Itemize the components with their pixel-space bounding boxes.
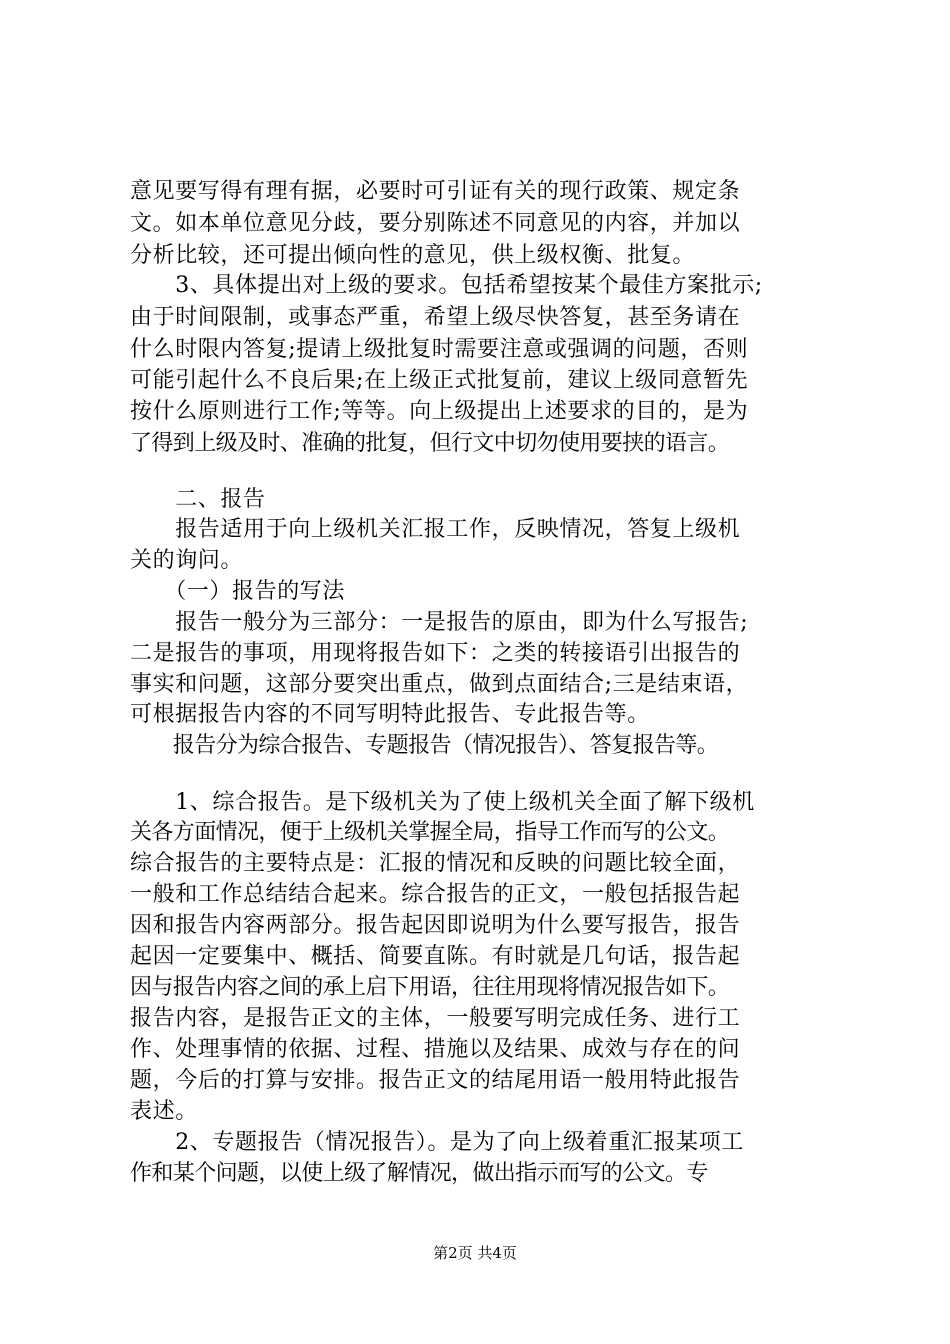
text-line: 起因一定要集中、概括、简要直陈。有时就是几句话，报告起 <box>130 944 741 969</box>
text-line: 可根据报告内容的不同写明特此报告、专此报告等。 <box>130 702 650 727</box>
text-line: 二是报告的事项，用现将报告如下：之类的转接语引出报告的 <box>130 641 741 666</box>
text-line: 关各方面情况，便于上级机关掌握全局，指导工作而写的公文。 <box>130 820 730 845</box>
text-line: 2、专题报告（情况报告）。是为了向上级着重汇报某项工 <box>130 1130 744 1155</box>
text-line: 意见要写得有理有据，必要时可引证有关的现行政策、规定条 <box>130 179 741 204</box>
subsection-heading: （一）报告的写法 <box>130 579 346 604</box>
section-heading: 二、报告 <box>130 487 266 512</box>
text-line: 作、处理事情的依据、过程、措施以及结果、成效与存在的问 <box>130 1037 741 1062</box>
text-line: 可能引起什么不良后果;在上级正式批复前，建议上级同意暂先 <box>130 368 749 393</box>
text-line: 3、具体提出对上级的要求。包括希望按某个最佳方案批示; <box>130 273 763 298</box>
text-line: 分析比较，还可提出倾向性的意见，供上级权衡、批复。 <box>130 243 696 268</box>
text-line: 事实和问题，这部分要突出重点，做到点面结合;三是结束语， <box>130 672 749 697</box>
text-line: 报告适用于向上级机关汇报工作，反映情况，答复上级机 <box>130 517 741 542</box>
text-line: 一般和工作总结结合起来。综合报告的正文，一般包括报告起 <box>130 882 741 907</box>
text-line: 作和某个问题，以使上级了解情况，做出指示而写的公文。专 <box>130 1161 708 1186</box>
text-line: 综合报告的主要特点是：汇报的情况和反映的问题比较全面， <box>130 851 741 876</box>
text-line: 报告内容，是报告正文的主体，一般要写明完成任务、进行工 <box>130 1006 741 1031</box>
text-line: 因与报告内容之间的承上启下用语，往往用现将情况报告如下。 <box>130 975 730 1000</box>
text-line: 按什么原则进行工作;等等。向上级提出上述要求的目的，是为 <box>130 399 749 424</box>
text-line: 因和报告内容两部分。报告起因即说明为什么要写报告，报告 <box>130 913 741 938</box>
page-number: 第2页 共4页 <box>433 1244 517 1262</box>
text-line: 1、综合报告。是下级机关为了使上级机关全面了解下级机 <box>130 790 755 815</box>
text-line: 题，今后的打算与安排。报告正文的结尾用语一般用特此报告 <box>130 1068 741 1093</box>
text-line: 了得到上级及时、准确的批复，但行文中切勿使用要挟的语言。 <box>130 431 730 456</box>
text-line: 什么时限内答复;提请上级批复时需要注意或强调的问题，否则 <box>130 337 749 362</box>
text-line: 由于时间限制，或事态严重，希望上级尽快答复，甚至务请在 <box>130 305 741 330</box>
text-line: 文。如本单位意见分歧，要分别陈述不同意见的内容，并加以 <box>130 211 741 236</box>
text-line: 关的询问。 <box>130 548 244 573</box>
text-line: 报告分为综合报告、专题报告（情况报告）、答复报告等。 <box>130 733 719 758</box>
text-line: 报告一般分为三部分：一是报告的原由，即为什么写报告; <box>130 610 749 635</box>
text-line: 表述。 <box>130 1099 198 1124</box>
